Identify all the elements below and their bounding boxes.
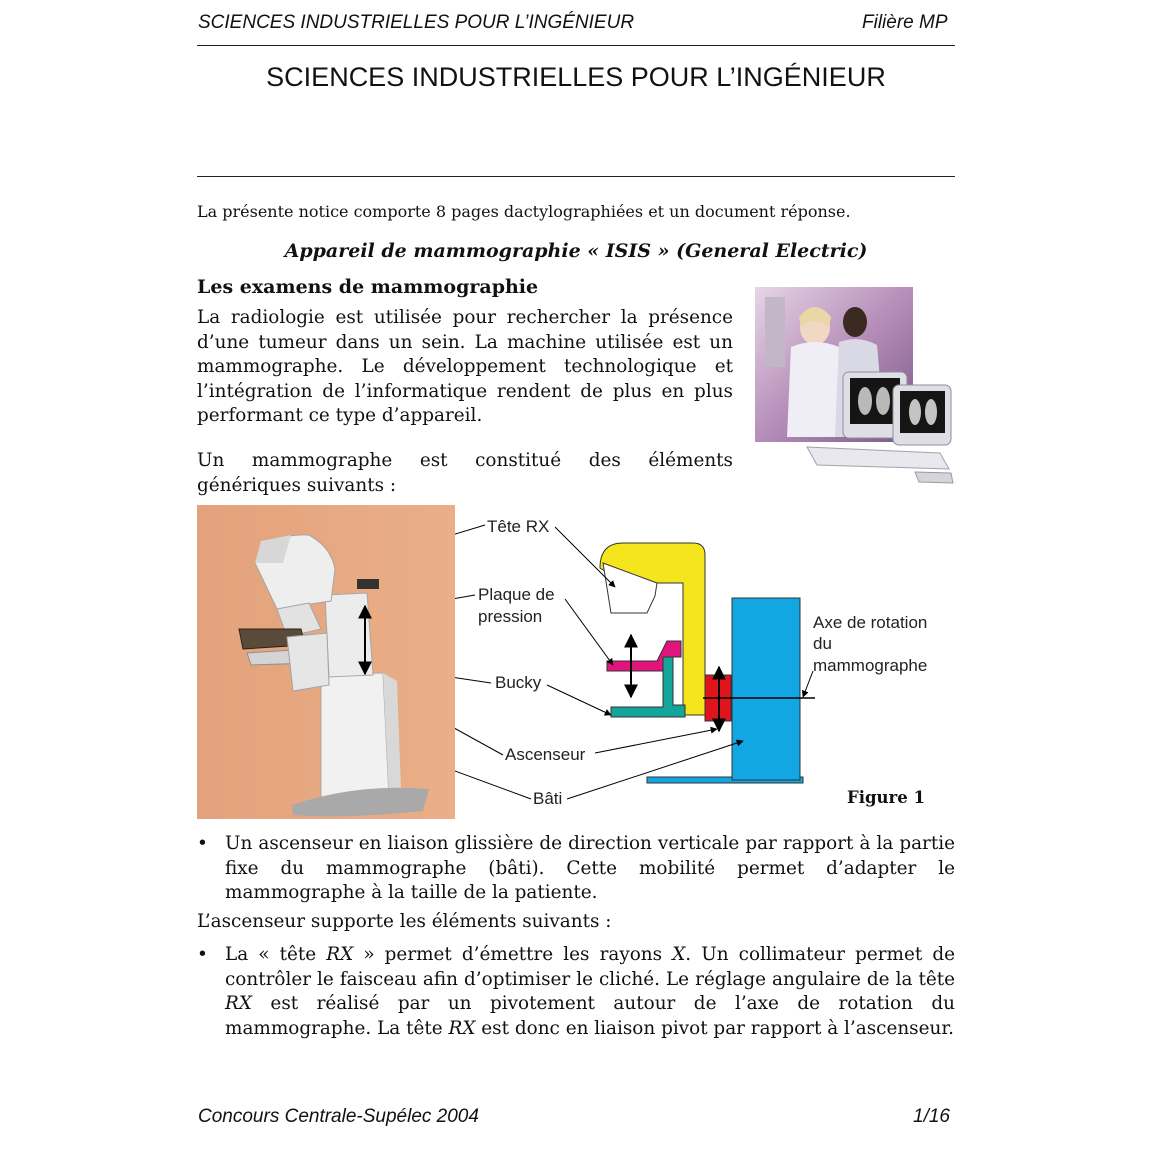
label-axe-line3: mammographe — [813, 656, 928, 675]
paragraph-intro: La radiologie est utilisée pour rechercher la présence d’une tumeur dans un sein. La machine utilisée est un mammographe. Le développement technologique et l’intégration de l’informatique rendent de plus en plus performant ce type d’appareil. — [197, 307, 733, 426]
title-rule — [197, 176, 955, 177]
math-rx: RX — [225, 993, 252, 1014]
footer-left: Concours Centrale-Supélec 2004 — [198, 1106, 479, 1127]
label-bucky: Bucky — [495, 673, 542, 692]
label-bati: Bâti — [533, 789, 563, 808]
subtitle: Appareil de mammographie « ISIS » (General Electric) — [284, 240, 868, 262]
mammograph-photo — [197, 505, 455, 819]
bullet2-part1: La « tête — [225, 944, 327, 965]
bullet2-part2: » permet d’émettre les rayons — [353, 944, 673, 965]
leader-ascenseur-diagram — [595, 729, 717, 753]
ascenseur-supports-line: L’ascenseur supporte les éléments suivants : — [197, 911, 612, 932]
notice-text: La présente notice comporte 8 pages dactylographiées et un document réponse. — [197, 202, 851, 221]
label-ascenseur: Ascenseur — [505, 745, 586, 764]
paragraph-elements: Un mammographe est constitué des éléments génériques suivants : — [197, 450, 733, 496]
leader-bati-diagram — [567, 741, 743, 799]
label-axe-line2: du — [813, 634, 832, 653]
leader-bucky-diagram — [547, 685, 611, 715]
label-axe-line1: Axe de rotation — [813, 613, 928, 632]
label-plaque-line1: Plaque de — [478, 585, 555, 604]
bati-column — [732, 598, 800, 780]
math-x: X — [672, 944, 686, 965]
leader-plaque-diagram — [565, 599, 613, 665]
bullet-symbol: • — [197, 944, 208, 965]
bullet-tete-rx-text — [225, 943, 955, 1041]
bullet-symbol: • — [197, 833, 208, 854]
math-rx: RX — [326, 944, 354, 965]
exam-room-photo — [755, 287, 955, 487]
leader-ascenseur-photo — [455, 681, 503, 755]
header-rule — [197, 45, 955, 46]
running-header-left: SCIENCES INDUSTRIELLES POUR L’INGÉNIEUR — [198, 12, 635, 33]
bullet2-part3: . Un collimateur permet de contrôler le faisceau afin d’optimiser le cliché. Le réglage angulaire de la tête — [225, 944, 955, 990]
leader-plaque-photo — [455, 595, 475, 631]
label-plaque-line2: pression — [478, 607, 543, 626]
page-title: SCIENCES INDUSTRIELLES POUR L’INGÉNIEUR — [266, 62, 886, 92]
rotation-axis-leader — [803, 671, 813, 697]
kinematic-diagram — [455, 505, 955, 819]
bullet-ascenseur-text: Un ascenseur en liaison glissière de direction verticale par rapport à la partie fixe du mammographe (bâti). Cette mobilité permet d’adapter le mammographe à la taille de la patiente. — [225, 833, 955, 903]
photo-motion-arrow — [345, 600, 385, 680]
figure-caption: Figure 1 — [847, 788, 925, 807]
running-header-right: Filière MP — [862, 12, 948, 33]
bullet2-part5: est donc en liaison pivot par rapport à l’ascenseur. — [475, 1017, 954, 1039]
bullet2-part4: est réalisé par un pivotement autour de l’axe de rotation du mammographe. La tête — [225, 993, 955, 1039]
label-tete-rx: Tête RX — [487, 517, 550, 536]
leader-tete-photo — [455, 525, 485, 583]
section-title: Les examens de mammographie — [197, 276, 539, 298]
page-number: 1/16 — [913, 1106, 950, 1127]
math-rx: RX — [448, 1017, 476, 1039]
leader-bucky-photo — [455, 651, 491, 683]
